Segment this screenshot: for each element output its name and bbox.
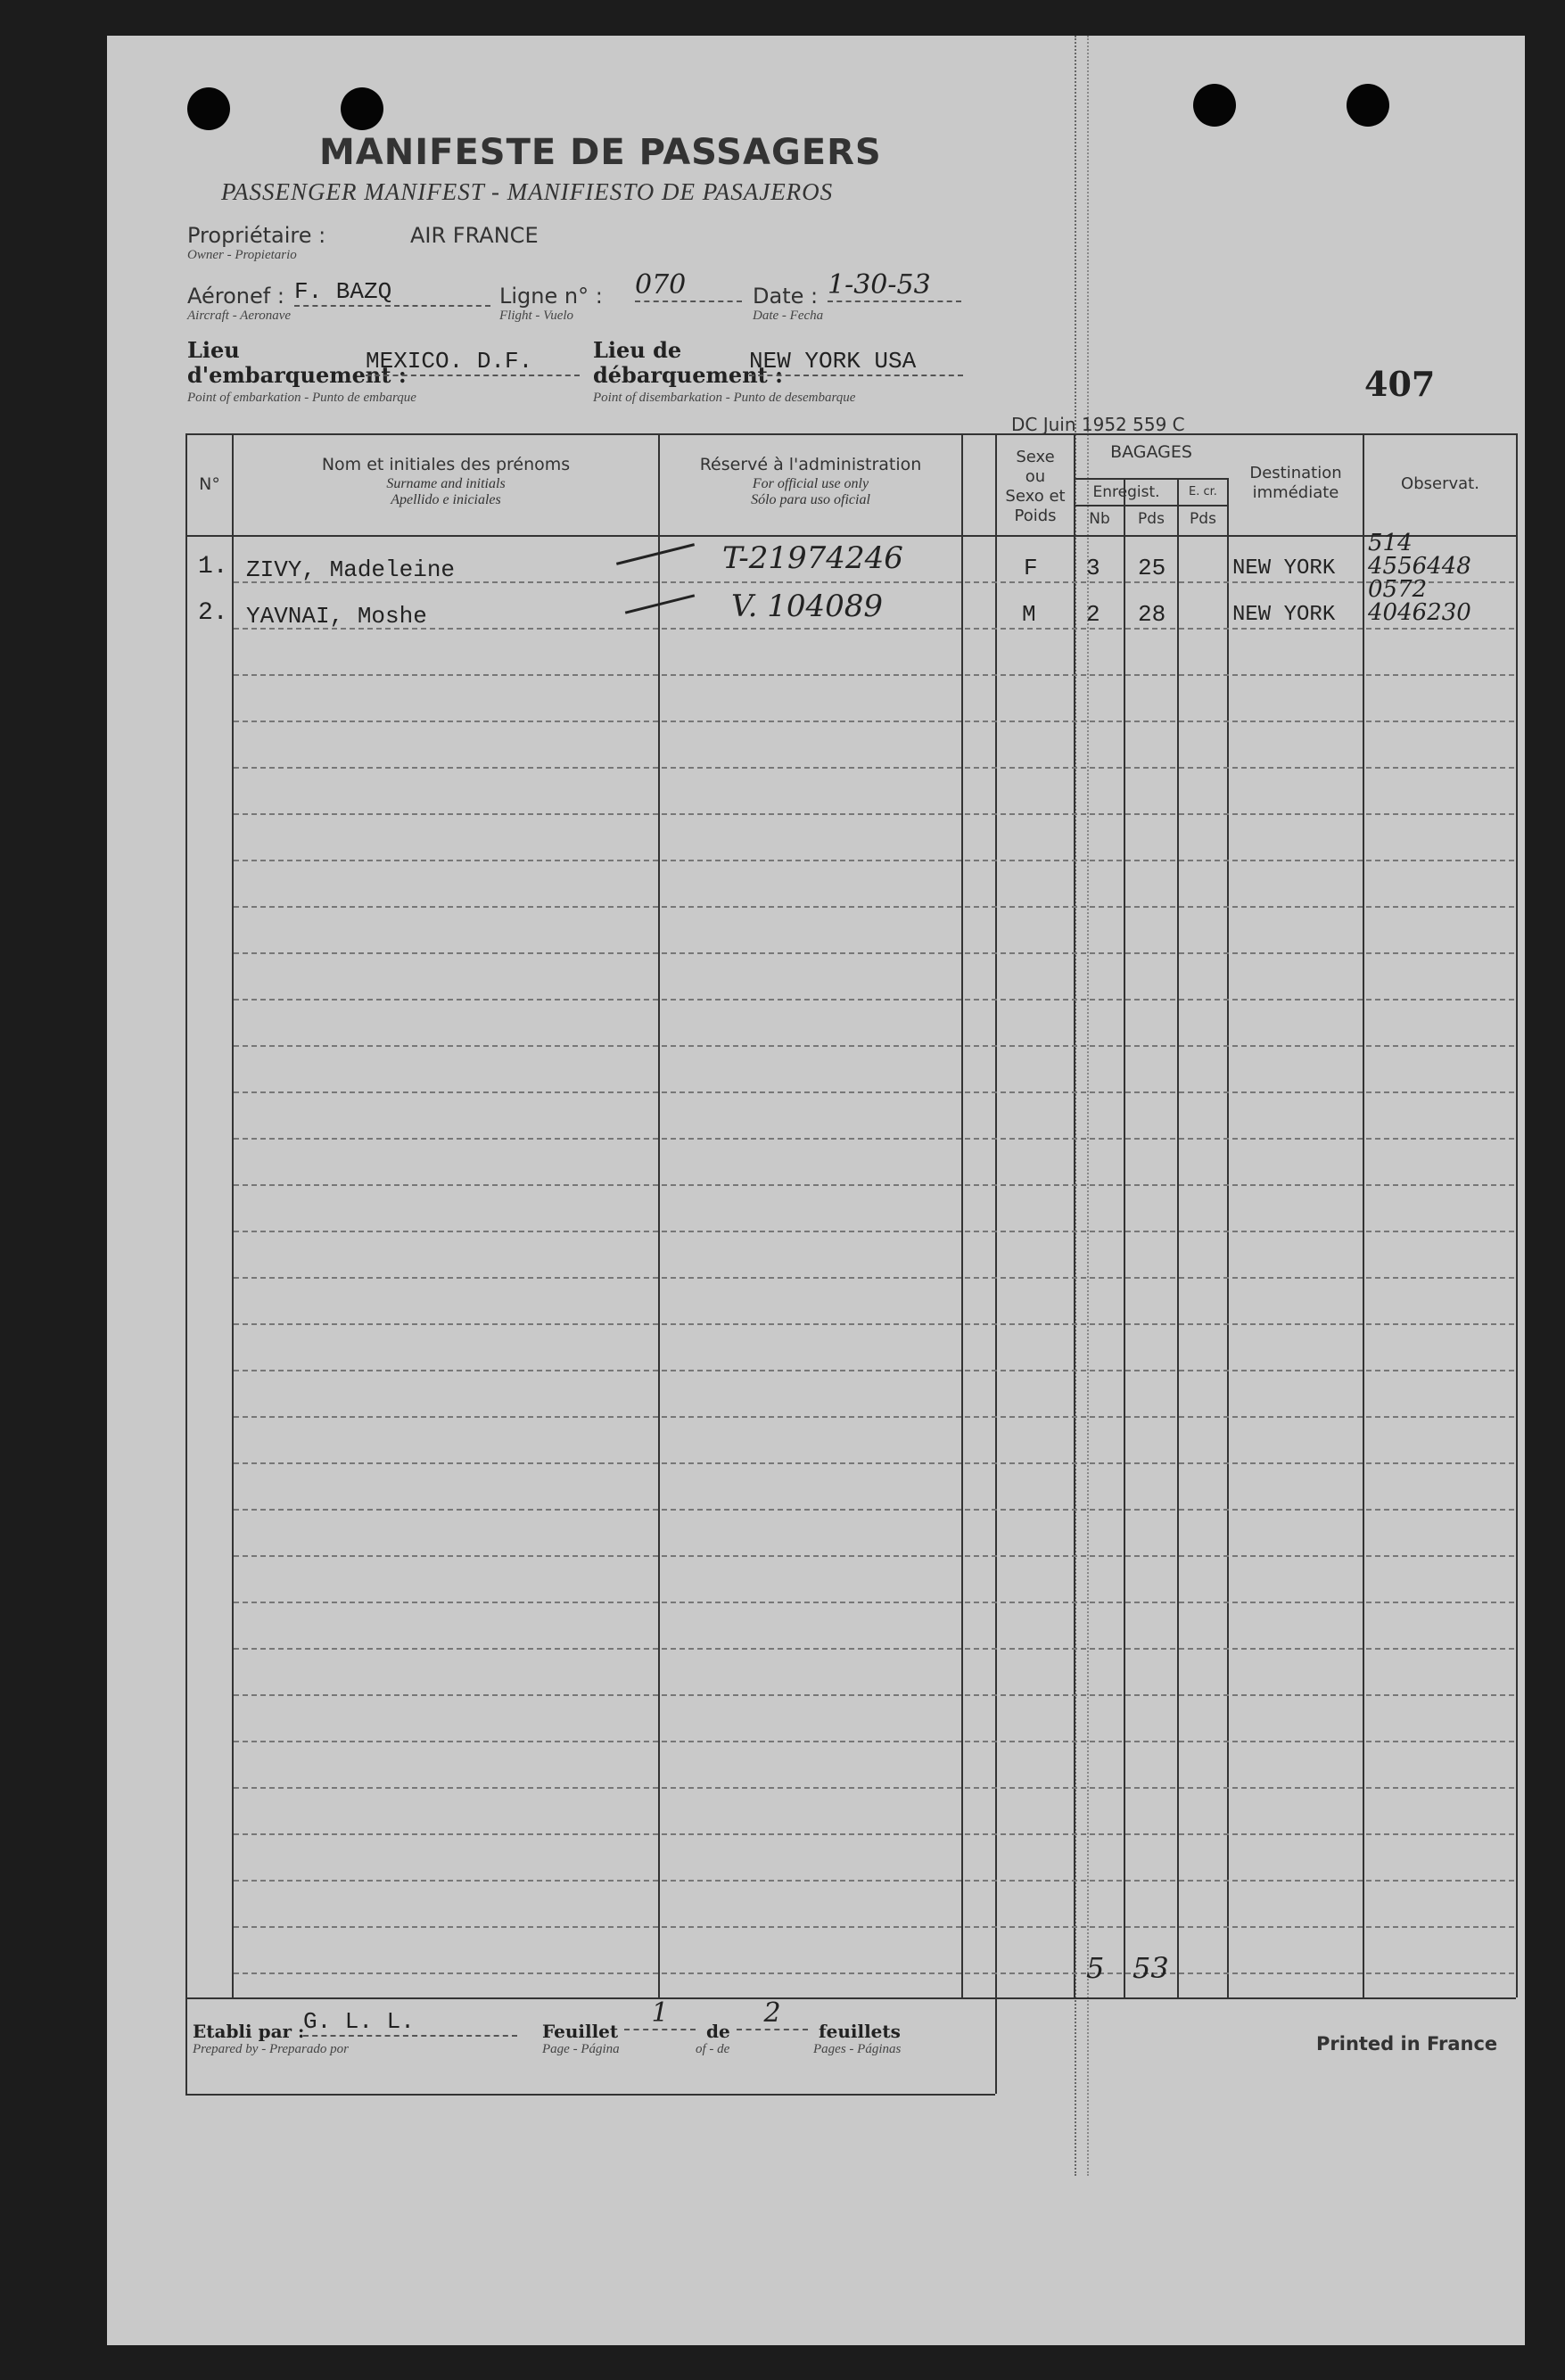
owner-label: Propriétaire : bbox=[187, 223, 326, 248]
table-rule-line bbox=[234, 1138, 1514, 1140]
prepared-label: Etabli par : bbox=[193, 2021, 305, 2042]
embark-label-2: d'embarquement : bbox=[187, 362, 407, 388]
embark-sub: Point of embarkation - Punto de embarque bbox=[187, 391, 416, 405]
bag-count: 3 bbox=[1086, 555, 1100, 581]
form-code: DC Juin 1952 559 C bbox=[1011, 414, 1185, 435]
col-admin-sub1: For official use only bbox=[752, 476, 869, 491]
fold-line bbox=[1075, 36, 1089, 2176]
date-label: Date : bbox=[753, 284, 819, 309]
table-rule-line bbox=[234, 1741, 1514, 1742]
table-rule-line bbox=[234, 1880, 1514, 1882]
sheet-value: 1 bbox=[624, 1997, 696, 2030]
observation: 4046230 bbox=[1368, 599, 1471, 626]
table-rule-line bbox=[234, 1277, 1514, 1279]
owner-value: AIR FRANCE bbox=[410, 223, 539, 248]
date-sub: Date - Fecha bbox=[753, 309, 824, 323]
passenger-name: YAVNAI, Moshe bbox=[246, 603, 427, 630]
col-sex-4: Poids bbox=[1014, 506, 1057, 525]
table-rule-line bbox=[234, 952, 1514, 954]
col-admin-sub2: Sólo para uso oficial bbox=[751, 492, 870, 507]
prepared-sub: Prepared by - Preparado por bbox=[193, 2042, 349, 2056]
bag-weight: 28 bbox=[1138, 601, 1166, 628]
table-rule-line bbox=[234, 906, 1514, 908]
page-stamp: 407 bbox=[1364, 364, 1436, 404]
punch-hole-1 bbox=[187, 87, 230, 130]
destination: NEW YORK bbox=[1232, 556, 1336, 581]
bag-count: 2 bbox=[1086, 601, 1100, 628]
of-label: de bbox=[706, 2021, 730, 2042]
table-rule-line bbox=[234, 674, 1514, 676]
row-number: 2. bbox=[198, 599, 228, 627]
col-dest-2: immédiate bbox=[1252, 483, 1339, 502]
col-sex-1: Sexe bbox=[1016, 448, 1055, 466]
col-name-sub2: Apellido e iniciales bbox=[391, 492, 501, 507]
flight-value: 070 bbox=[635, 269, 742, 302]
row-number: 1. bbox=[198, 553, 228, 581]
col-dest-1: Destination bbox=[1249, 464, 1342, 482]
table-rule-line bbox=[234, 1972, 1514, 1974]
observation-top: 0572 bbox=[1368, 576, 1428, 603]
printed-in-france: Printed in France bbox=[1316, 2033, 1498, 2055]
table-rule-line bbox=[234, 1370, 1514, 1371]
owner-sub: Owner - Propietario bbox=[187, 248, 297, 262]
punch-hole-3 bbox=[1193, 84, 1236, 127]
bag-weight: 25 bbox=[1138, 555, 1166, 581]
total-bag-weight: 53 bbox=[1133, 1951, 1169, 1985]
admin-number: V. 104089 bbox=[731, 589, 884, 624]
of-sub: of - de bbox=[696, 2042, 730, 2056]
passenger-sex: F bbox=[1024, 555, 1038, 581]
table-rule-line bbox=[234, 1926, 1514, 1928]
passenger-sex: M bbox=[1022, 601, 1036, 628]
col-nb-header: Nb bbox=[1089, 510, 1110, 528]
flight-label: Ligne n° : bbox=[499, 284, 603, 309]
table-rule-line bbox=[234, 1231, 1514, 1232]
col-sex-2: ou bbox=[1025, 467, 1046, 486]
col-sex-3: Sexo et bbox=[1005, 487, 1066, 506]
aircraft-sub: Aircraft - Aeronave bbox=[187, 309, 292, 323]
table-rule-line bbox=[234, 1509, 1514, 1511]
punch-hole-2 bbox=[341, 87, 383, 130]
col-name-header: Nom et initiales des prénoms bbox=[321, 455, 571, 474]
table-rule-line bbox=[234, 1833, 1514, 1835]
manifest-sheet bbox=[107, 36, 1525, 2345]
manifest-subtitle: PASSENGER MANIFEST - MANIFIESTO DE PASAJEROS bbox=[221, 178, 834, 205]
col-excess-pds-header: Pds bbox=[1190, 510, 1216, 528]
table-rule-line bbox=[234, 1694, 1514, 1696]
disembark-label-2: débarquement : bbox=[593, 362, 783, 388]
prepared-value: G. L. L. bbox=[303, 2008, 517, 2037]
table-rule-line bbox=[234, 1555, 1514, 1557]
col-admin-header: Réservé à l'administration bbox=[699, 455, 922, 474]
table-rule-line bbox=[234, 1091, 1514, 1093]
disembark-value: NEW YORK USA bbox=[749, 348, 963, 376]
sheet-label: Feuillet bbox=[542, 2021, 619, 2042]
aircraft-label: Aéronef : bbox=[187, 284, 284, 309]
table-rule-line bbox=[234, 1787, 1514, 1789]
manifest-title: MANIFESTE DE PASSAGERS bbox=[319, 132, 882, 173]
sheets-label: feuillets bbox=[819, 2021, 901, 2042]
admin-number: T-21974246 bbox=[722, 540, 903, 576]
col-bag-header: BAGAGES bbox=[1110, 442, 1192, 462]
embark-label-1: Lieu bbox=[187, 337, 240, 363]
aircraft-value: F. BAZQ bbox=[294, 278, 490, 307]
table-rule-line bbox=[234, 767, 1514, 769]
of-value: 2 bbox=[737, 1997, 808, 2030]
table-rule-line bbox=[234, 813, 1514, 815]
date-value: 1-30-53 bbox=[828, 269, 961, 302]
sheet-sub: Page - Página bbox=[542, 2042, 620, 2056]
table-rule-line bbox=[234, 1323, 1514, 1325]
table-rule-line bbox=[234, 721, 1514, 722]
table-rule-line bbox=[234, 1602, 1514, 1603]
col-obs-header: Observat. bbox=[1401, 474, 1479, 493]
flight-sub: Flight - Vuelo bbox=[499, 309, 574, 323]
observation: 4556448 bbox=[1368, 553, 1471, 580]
table-rule-line bbox=[234, 1648, 1514, 1650]
observation-top: 514 bbox=[1368, 530, 1413, 556]
table-rule-line bbox=[234, 999, 1514, 1001]
check-mark bbox=[616, 543, 695, 565]
table-rule-line bbox=[234, 1462, 1514, 1464]
table-rule-line bbox=[234, 1416, 1514, 1418]
table-rule-line bbox=[234, 860, 1514, 861]
table-rule-line bbox=[234, 1045, 1514, 1047]
col-excess-header: E. cr. bbox=[1189, 485, 1217, 498]
destination: NEW YORK bbox=[1232, 603, 1336, 627]
col-no-header: N° bbox=[199, 474, 220, 494]
disembark-label-1: Lieu de bbox=[593, 337, 682, 363]
passenger-name: ZIVY, Madeleine bbox=[246, 556, 456, 583]
punch-hole-4 bbox=[1347, 84, 1389, 127]
col-enreg-header: Enregist. bbox=[1092, 483, 1160, 501]
col-name-sub1: Surname and initials bbox=[386, 476, 506, 491]
embark-value: MEXICO. D.F. bbox=[366, 348, 580, 376]
disembark-sub: Point of disembarkation - Punto de desembarque bbox=[593, 391, 856, 405]
sheets-sub: Pages - Páginas bbox=[813, 2042, 902, 2056]
col-pds-header: Pds bbox=[1138, 510, 1165, 528]
total-bag-count: 5 bbox=[1086, 1951, 1105, 1985]
check-mark bbox=[625, 594, 695, 614]
table-rule-line bbox=[234, 1184, 1514, 1186]
